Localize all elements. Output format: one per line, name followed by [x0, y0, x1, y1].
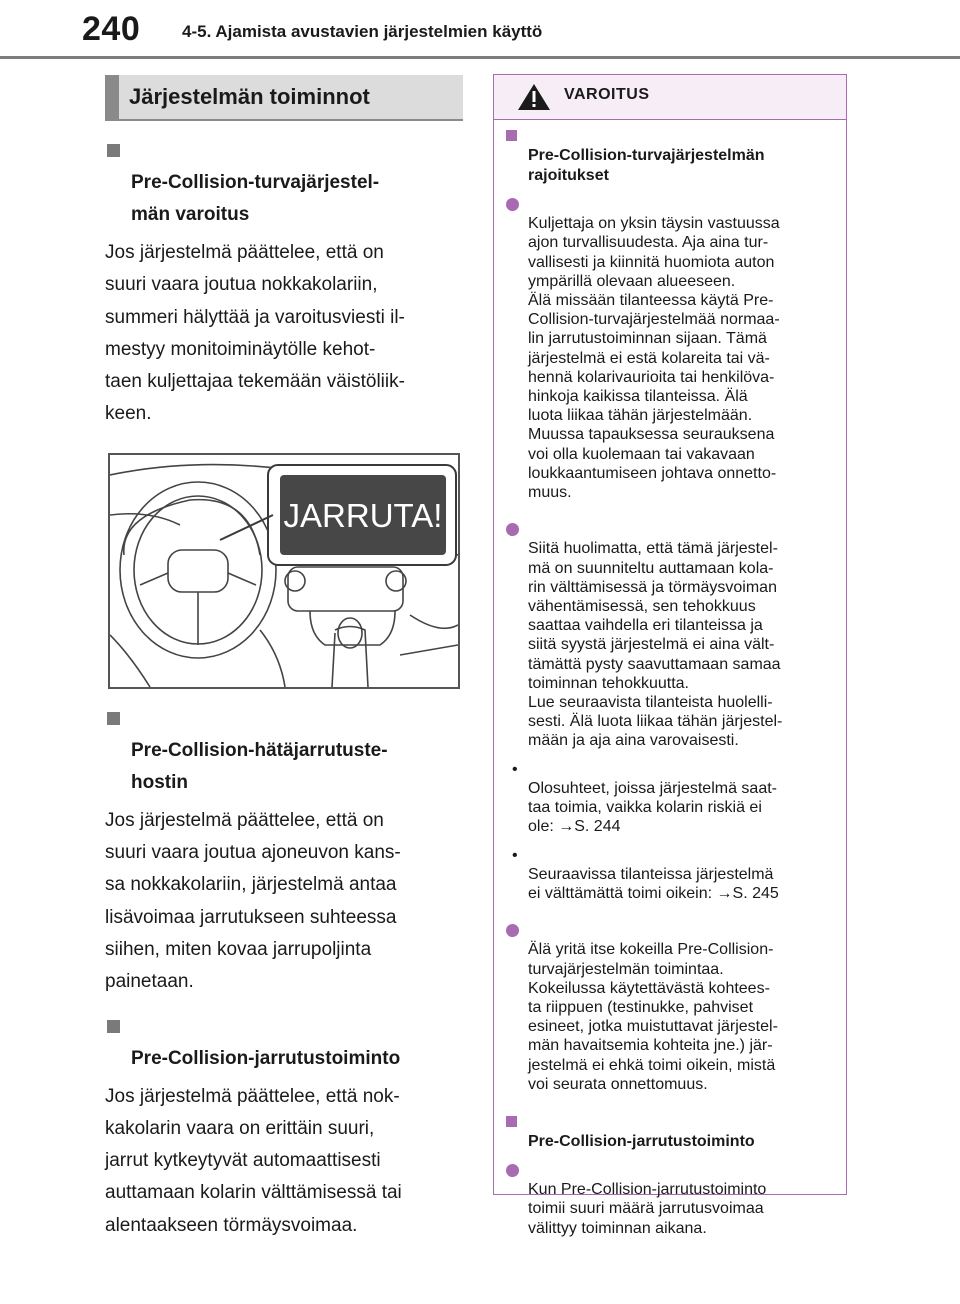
dashboard-illustration	[108, 453, 460, 689]
warning-item	[506, 1161, 838, 1238]
section-divider	[105, 119, 463, 121]
subheading-brake-assist	[105, 703, 463, 799]
warning-item	[506, 520, 838, 750]
display-message: JARRUTA!	[283, 496, 443, 534]
square-bullet-icon	[506, 130, 517, 141]
warning-bullet: • Olosuhteet, joissa järjestelmä saat- taa toimia, vaikka kolarin riskiä ei ole: →S. 244	[512, 760, 777, 836]
warning-item-text: Siitä huolimatta, että tämä järjestel- mä on suunniteltu auttamaan kola- rin välttämisessä ja törmäysvoiman vähentämisessä, sen tehokkuus saattaa vaihdella eri tilanteissa ja siitä syystä järjestelmä ei aina vält- tämättä pysty saavuttamaan samaa toiminnan tehokkuutta. Lue seuraavista tilanteista huolelli- sesti. Älä luota liikaa tähän järjestel- mään ja aja aina varovaisesti.	[528, 540, 783, 750]
warning-subheading	[506, 126, 838, 186]
warning-subheading-text: Pre-Collision-turvajärjestelmän rajoitukset	[528, 147, 765, 184]
paragraph-brake-assist: Jos järjestelmä päättelee, että on suuri vaara joutua ajoneuvon kans- sa nokkakolariin, järjestelmä antaa lisävoimaa jarrutukseen suhteessa siihen, miten kovaa jarrupoljinta painetaan.	[105, 809, 401, 993]
warning-item-text: Kuljettaja on yksin täysin vastuussa ajon turvallisuudesta. Aja aina tur- vallisesti ja kiinnitä huomiota auton ympärillä olevaan alueeseen. Älä missään tilanteessa käytä Pre- Collision-turvajärjestelmää normaa- lin jarrutustoiminnan sijaan. Tämä järjestelmä ei estä kolareita tai vä- hennä kolarivaurioita tai henkilöva- hinkoja kaikissa tilanteissa. Älä luota liikaa tähän järjestelmään. Muussa tapauksessa seurauksena voi olla kuolemaan tai vakavaan loukkaantumiseen johtava onnetto- muus.	[528, 215, 780, 502]
section-title: Järjestelmän toiminnot	[105, 75, 463, 119]
page-number: 240	[82, 10, 141, 48]
warning-bullet-text: Olosuhteet, joissa järjestelmä saat- taa toimia, vaikka kolarin riskiä ei ole: →S. 244	[528, 779, 777, 836]
square-bullet-icon	[107, 144, 120, 157]
header-divider	[0, 56, 960, 59]
subheading-text: Pre-Collision-turvajärjestel- män varoitus	[131, 172, 380, 225]
warning-box	[493, 74, 847, 1237]
warning-item-text: Kun Pre-Collision-jarrutustoiminto toimii suuri määrä jarrutusvoimaa välittyy toiminnan aikana.	[528, 1181, 767, 1237]
subheading-text: Pre-Collision-hätäjarrutuste- hostin	[131, 739, 388, 793]
subheading-braking-function	[105, 1011, 463, 1075]
circle-bullet-icon	[506, 523, 519, 536]
warning-item	[506, 195, 838, 502]
square-bullet-icon	[506, 1116, 517, 1127]
warning-item	[506, 921, 838, 1094]
warning-triangle-icon	[517, 83, 551, 111]
warning-label: VAROITUS	[564, 86, 650, 103]
subheading-text: Pre-Collision-jarrutustoiminto	[131, 1047, 401, 1069]
paragraph-collision-warning: Jos järjestelmä päättelee, että on suuri vaara joutua nokkakolariin, summeri hälyttää ja varoitusviesti il- mestyy monitoiminäytölle kehot- taen kuljettajaa tekemään väistöliik- keen.	[105, 242, 405, 425]
warning-bullet-text: Seuraavissa tilanteissa järjestelmä ei välttämättä toimi oikein: →S. 245	[528, 865, 779, 902]
warning-bullet: • Seuraavissa tilanteissa järjestelmä ei välttämättä toimi oikein: →S. 245	[512, 846, 779, 902]
square-bullet-icon	[107, 712, 120, 725]
circle-bullet-icon	[506, 1164, 519, 1177]
square-bullet-icon	[107, 1020, 120, 1033]
warning-header	[494, 75, 846, 120]
circle-bullet-icon	[506, 924, 519, 937]
paragraph-braking-function: Jos järjestelmä päättelee, että nok- kakolarin vaara on erittäin suuri, jarrut kytkeytyvät automaattisesti auttamaan kolarin välttämisessä tai alentaakseen törmäysvoimaa.	[105, 1085, 402, 1236]
page-header	[0, 0, 960, 60]
left-column	[105, 75, 463, 1242]
subheading-collision-warning	[105, 135, 463, 231]
warning-item-text: Älä yritä itse kokeilla Pre-Collision- turvajärjestelmän toimintaa. Kokeilussa käytettävästä kohtees- ta riippuen (testinukke, pahviset esineet, jotka muistuttavat järjestel- män havaitsemia kohteita jne.) jär- jestelmä ei ehkä toimi oikein, mistä voi seurata onnettomuus.	[528, 941, 778, 1093]
warning-body	[494, 126, 846, 1238]
warning-subheading-text: Pre-Collision-jarrutustoiminto	[528, 1132, 755, 1150]
chapter-title: 4-5. Ajamista avustavien järjestelmien käyttö	[182, 22, 543, 41]
warning-subheading	[506, 1112, 838, 1152]
dashboard-drawing	[110, 455, 458, 687]
circle-bullet-icon	[506, 198, 519, 211]
